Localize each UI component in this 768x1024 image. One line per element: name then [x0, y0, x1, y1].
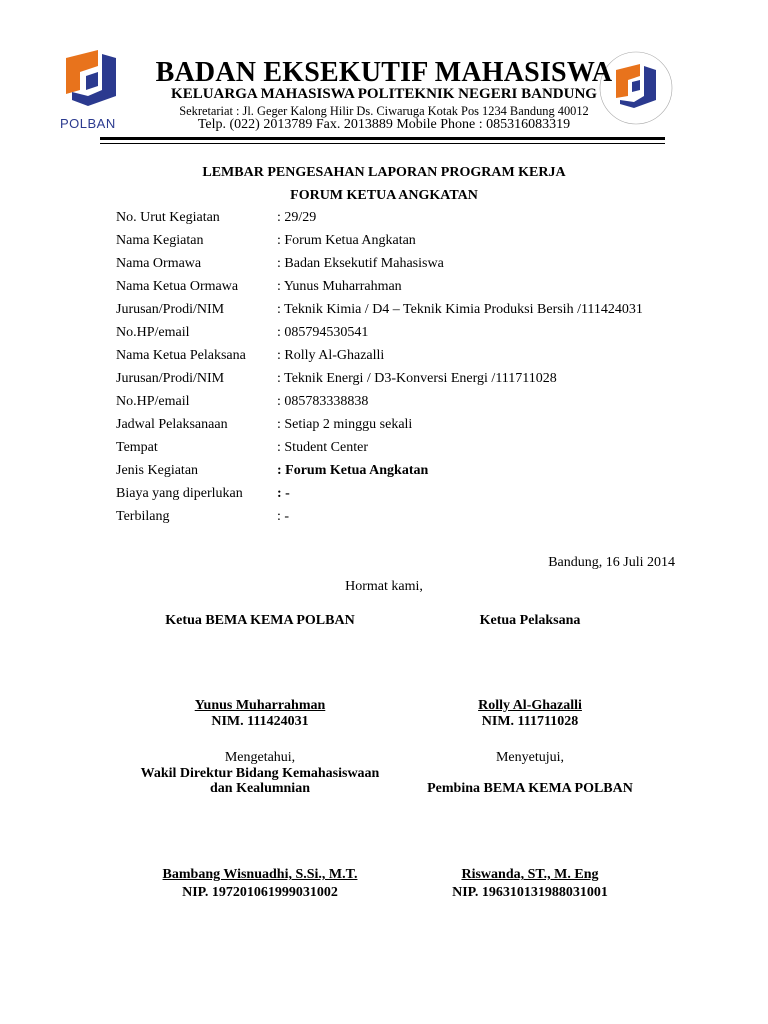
field-row: [116, 369, 716, 389]
polban-logo-text: POLBAN: [60, 116, 116, 131]
field-label: No.HP/email: [116, 394, 190, 409]
field-label: Nama Ketua Pelaksana: [116, 348, 246, 363]
field-row: [116, 277, 716, 297]
field-row: [116, 346, 716, 366]
doc-title-line1: LEMBAR PENGESAHAN LAPORAN PROGRAM KERJA: [202, 165, 566, 180]
field-row: [116, 461, 716, 481]
field-label: No. Urut Kegiatan: [116, 210, 220, 225]
sign-id-advisor: NIP. 196310131988031001: [452, 885, 608, 900]
field-row: [116, 231, 716, 251]
field-label: Biaya yang diperlukan: [116, 486, 243, 501]
field-value: : Student Center: [277, 440, 368, 455]
sign-id-executor: NIM. 111711028: [481, 714, 579, 729]
header-rule-thick: [100, 137, 665, 140]
field-row: [116, 208, 716, 228]
field-label: Nama Kegiatan: [116, 233, 204, 248]
field-row: [116, 300, 716, 320]
field-label: Terbilang: [116, 509, 170, 524]
org-title: BADAN EKSEKUTIF MAHASISWA: [155, 57, 613, 88]
field-value: : Badan Eksekutif Mahasiswa: [277, 256, 444, 271]
field-row: [116, 254, 716, 274]
sign-name-advisor: Riswanda, ST., M. Eng: [461, 867, 599, 882]
field-label: Jurusan/Prodi/NIM: [116, 302, 225, 317]
greeting: Hormat kami,: [345, 579, 423, 594]
field-value: : Rolly Al-Ghazalli: [277, 348, 385, 363]
field-row: [116, 392, 716, 412]
org-contact: Telp. (022) 2013789 Fax. 2013889 Mobile Phone : 085316083319: [197, 117, 571, 132]
sign-id-vice-director: NIP. 197201061999031002: [182, 885, 338, 900]
field-value: : 085783338838: [277, 394, 369, 409]
field-label: Nama Ketua Ormawa: [116, 279, 239, 294]
field-value: : Forum Ketua Angkatan: [277, 463, 429, 478]
field-value: : Yunus Muharrahman: [277, 279, 402, 294]
field-value: : Setiap 2 minggu sekali: [277, 417, 413, 432]
field-label: Jurusan/Prodi/NIM: [116, 371, 225, 386]
field-label: Tempat: [116, 440, 158, 455]
field-value: : Forum Ketua Angkatan: [277, 233, 416, 248]
field-value: : 085794530541: [277, 325, 369, 340]
field-value: : 29/29: [277, 210, 317, 225]
sign-role-executor: Ketua Pelaksana: [479, 613, 581, 628]
field-row: [116, 415, 716, 435]
sign-name-vice-director: Bambang Wisnuadhi, S.Si., M.T.: [162, 867, 358, 882]
place-date: Bandung, 16 Juli 2014: [548, 555, 675, 570]
sign-role-vice-director: Wakil Direktur Bidang Kemahasiswaan: [140, 766, 380, 781]
field-value: : -: [277, 486, 290, 501]
field-row: [116, 323, 716, 343]
sign-name-chair: Yunus Muharrahman: [194, 698, 326, 713]
field-label: Jenis Kegiatan: [116, 463, 199, 478]
field-row: [116, 484, 716, 504]
sign-intro-approve: Menyetujui,: [495, 750, 565, 765]
sign-role-advisor: Pembina BEMA KEMA POLBAN: [427, 781, 633, 796]
field-row: [116, 438, 716, 458]
sign-role-vice-director-2: dan Kealumnian: [210, 781, 310, 796]
field-label: Nama Ormawa: [116, 256, 202, 271]
field-row: [116, 507, 716, 527]
sign-intro-knowing: Mengetahui,: [224, 750, 296, 765]
field-label: Jadwal Pelaksanaan: [116, 417, 228, 432]
header-rule-thin: [100, 143, 665, 144]
org-subtitle: KELUARGA MAHASISWA POLITEKNIK NEGERI BANDUNG: [171, 86, 597, 102]
sign-name-executor: Rolly Al-Ghazalli: [478, 698, 582, 713]
org-address: Sekretariat : Jl. Geger Kalong Hilir Ds. Ciwaruga Kotak Pos 1234 Bandung 40012: [179, 104, 589, 118]
field-value: : Teknik Energi / D3-Konversi Energi /111711028: [277, 371, 557, 386]
doc-title-line2: FORUM KETUA ANGKATAN: [290, 188, 478, 203]
sign-role-chair: Ketua BEMA KEMA POLBAN: [165, 613, 355, 628]
sign-id-chair: NIM. 111424031: [211, 714, 309, 729]
field-value: : -: [277, 509, 290, 524]
field-value: : Teknik Kimia / D4 – Teknik Kimia Produksi Bersih /111424031: [277, 302, 643, 317]
field-label: No.HP/email: [116, 325, 190, 340]
